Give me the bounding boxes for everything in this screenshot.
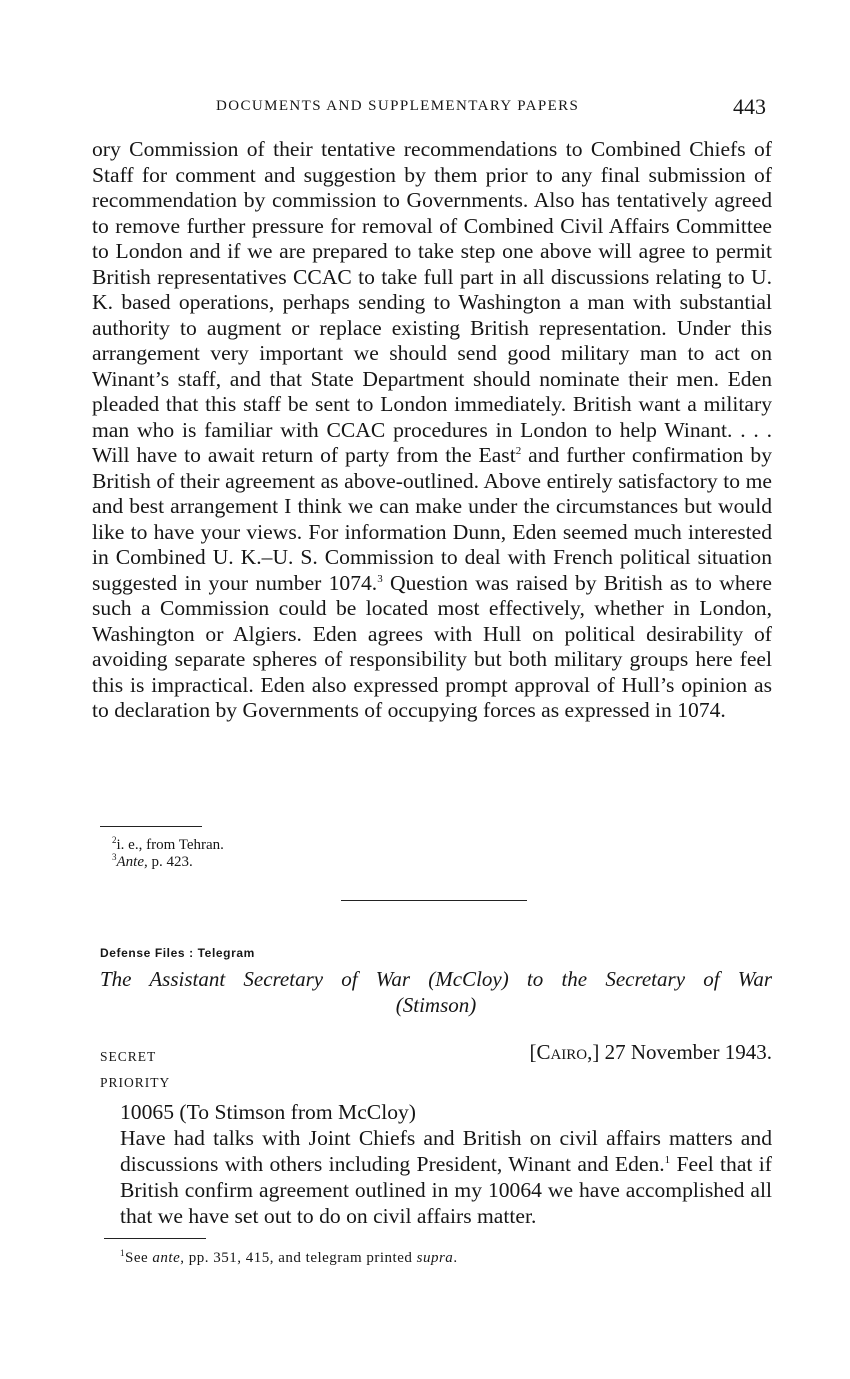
classification-priority: PRIORITY: [100, 1075, 171, 1090]
footnote-2: $^2$i. e., from Tehran.: [112, 835, 224, 853]
dateline: [Cairo,] 27 November 1943.: [529, 1040, 772, 1064]
running-head: [92, 94, 772, 118]
paragraph-text: ory Commission of their tentative recommendations to Combined Chiefs of Staff for comment and suggestion by them prior to any final submission of recommendation by commission to Governments. Also has tentatively agreed to remove further pressure for removal of Combined Civil Affairs Committee to London and if we are prepared to take step one above will agree to permit British representatives CCAC to take full part in all discussions relating to U. K. based operations, perhaps sending to Washington a man with substantial authority to augment or replace existing British representation. Under this arrangement very important we should send good military man to act on Winant’s staff, and that State Department should nominate their men. Eden pleaded that this staff be sent to London immediately. British want a military man who is familiar with CCAC procedures in London to help Winant. . . . Will have to await return of party from the East: [92, 137, 772, 467]
footnotes: [112, 837, 224, 871]
telegram-body: [100, 1099, 772, 1229]
footnote-ref: 3: [377, 572, 383, 585]
footnote-3: $^3$Ante, p. 423.: [112, 852, 193, 870]
paragraph-text: Question was raised by British as to where such a Commission could be located most effectively, whether in London, Washington or Algiers. Eden agrees with Hull on political desirability of avoiding separate spheres of responsibility but both military groups here feel this is impractical. Eden also expressed prompt approval of Hull’s opinion as to declaration by Governments of occupying forces as expressed in 1074.: [92, 570, 772, 722]
telegram-number: 10065 (To Stimson from McCloy): [120, 1100, 416, 1124]
place-name: Cairo: [536, 1040, 588, 1064]
title-line-1: The Assistant Secretary of War (McCloy) to the Secretary of War: [100, 967, 772, 991]
footnote-1: $^1$See ante, pp. 351, 415, and telegram printed supra.: [120, 1248, 458, 1266]
page-number: 443: [733, 94, 766, 119]
section-divider: [341, 900, 527, 901]
footnote-rule: [100, 826, 202, 827]
document-title: [100, 966, 772, 1018]
running-title: DOCUMENTS AND SUPPLEMENTARY PAPERS: [216, 98, 580, 114]
source-line: Defense Files : Telegram: [100, 946, 255, 960]
footnotes-2: [120, 1250, 458, 1267]
classification-secret: SECRET: [100, 1049, 157, 1064]
footnote-rule-2: [104, 1238, 206, 1239]
footnote-ref: 1: [664, 1153, 671, 1166]
footnote-ref: 2: [515, 444, 522, 457]
title-line-2: (Stimson): [395, 993, 477, 1017]
telegram-paragraph: Have had talks with Joint Chiefs and British on civil affairs matters and discussions with others including President, Winant and Eden.$^1$ Feel that if British confirm agreement outlined in my 10064 we have accomplished all that we have set out to do on civil affairs matter.: [120, 1126, 772, 1228]
body-text: [92, 137, 772, 724]
paragraph-text: and further confirmation by British of their agreement as above-outlined. Above entirely satisfactory to me and best arrangement I think we can make under the circumstances but would like to have your views. For information Dunn, Eden seemed much interested in Combined U. K.–U. S. Commission to deal with French political situation suggested in your number 1074.: [92, 443, 772, 595]
continued-paragraph: [92, 137, 772, 724]
